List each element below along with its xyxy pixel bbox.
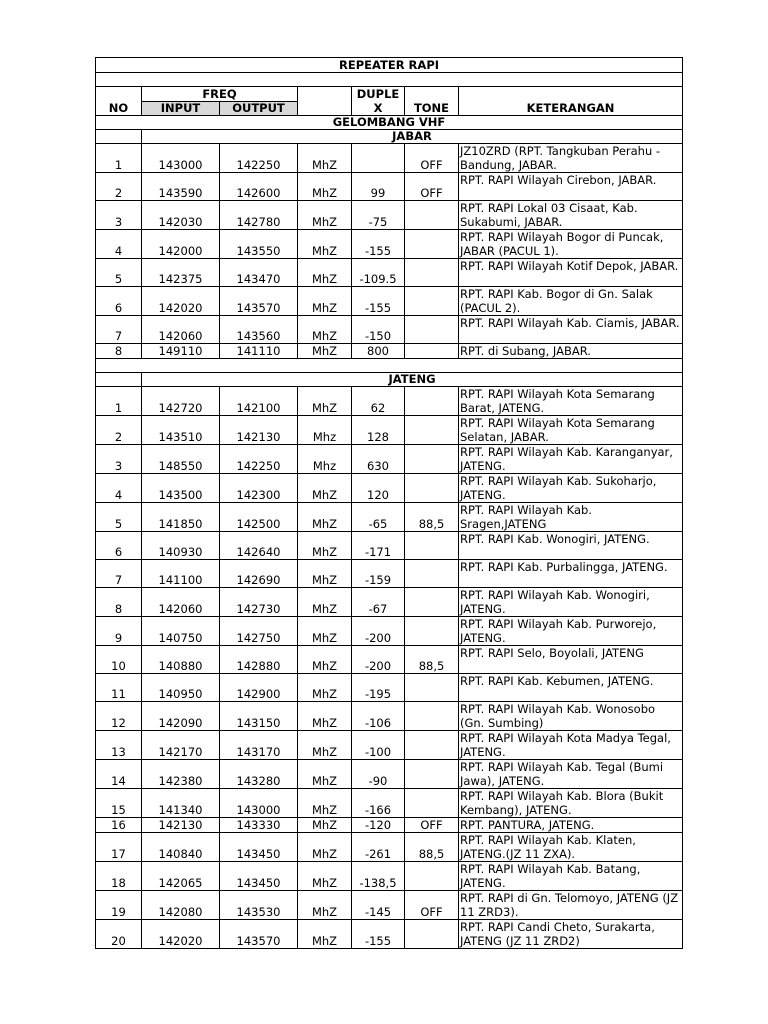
row-duplex: -200	[352, 646, 405, 674]
row-duplex: -138,5	[352, 862, 405, 891]
row-output-freq: 143150	[220, 702, 298, 731]
row-no: 2	[96, 416, 142, 445]
row-keterangan: RPT. RAPI Selo, Boyolali, JATENG	[459, 646, 683, 674]
row-keterangan: RPT. RAPI Wilayah Kab. Sragen,JATENG	[459, 503, 683, 532]
row-no: 13	[96, 731, 142, 760]
table-row	[96, 230, 683, 259]
row-tone: 88,5	[405, 833, 459, 862]
row-no: 16	[96, 818, 142, 833]
table-row	[96, 789, 683, 818]
row-keterangan: RPT. RAPI Wilayah Kab. Blora (Bukit Kembang), JATENG.	[459, 789, 683, 818]
row-no: 4	[96, 474, 142, 503]
row-duplex: -109.5	[352, 259, 405, 287]
row-keterangan: RPT. RAPI Wilayah Kota Semarang Selatan, JABAR.	[459, 416, 683, 445]
row-output-freq: 143570	[220, 287, 298, 316]
row-duplex: 800	[352, 344, 405, 359]
row-tone	[405, 387, 459, 416]
row-output-freq: 143570	[220, 920, 298, 949]
row-tone	[405, 259, 459, 287]
row-duplex: 128	[352, 416, 405, 445]
row-unit: MhZ	[298, 316, 352, 344]
row-unit: MhZ	[298, 646, 352, 674]
region-blank-cell	[96, 373, 142, 387]
row-unit: Mhz	[298, 416, 352, 445]
row-tone	[405, 230, 459, 259]
table-row	[96, 862, 683, 891]
row-duplex: -159	[352, 560, 405, 588]
row-output-freq: 141110	[220, 344, 298, 359]
row-tone	[405, 532, 459, 560]
row-output-freq: 142300	[220, 474, 298, 503]
row-tone: 88,5	[405, 503, 459, 532]
row-input-freq: 143000	[142, 144, 220, 173]
table-row	[96, 445, 683, 474]
row-duplex: -106	[352, 702, 405, 731]
row-keterangan: RPT. RAPI Wilayah Kab. Wonogiri, JATENG.	[459, 588, 683, 617]
row-output-freq: 142900	[220, 674, 298, 702]
row-no: 12	[96, 702, 142, 731]
row-tone	[405, 789, 459, 818]
row-output-freq: 142500	[220, 503, 298, 532]
row-tone	[405, 731, 459, 760]
spacer-cell	[96, 359, 683, 373]
row-input-freq: 142375	[142, 259, 220, 287]
table-body	[96, 58, 683, 949]
table-row	[96, 674, 683, 702]
row-tone: OFF	[405, 144, 459, 173]
table-row	[96, 503, 683, 532]
row-input-freq: 140950	[142, 674, 220, 702]
row-keterangan: RPT. RAPI Candi Cheto, Surakarta, JATENG (JZ 11 ZRD2)	[459, 920, 683, 949]
table-row	[96, 416, 683, 445]
row-tone: OFF	[405, 818, 459, 833]
header-input: INPUT	[142, 101, 220, 116]
row-unit: MhZ	[298, 532, 352, 560]
row-unit: MhZ	[298, 862, 352, 891]
row-duplex: 62	[352, 387, 405, 416]
header-freq: FREQ	[142, 87, 298, 102]
row-no: 3	[96, 445, 142, 474]
row-unit: MhZ	[298, 230, 352, 259]
row-duplex: -166	[352, 789, 405, 818]
row-input-freq: 143500	[142, 474, 220, 503]
row-input-freq: 142130	[142, 818, 220, 833]
row-output-freq: 143280	[220, 760, 298, 789]
row-tone	[405, 760, 459, 789]
row-tone	[405, 560, 459, 588]
row-unit: MhZ	[298, 891, 352, 920]
row-tone	[405, 588, 459, 617]
row-input-freq: 140880	[142, 646, 220, 674]
table-row	[96, 532, 683, 560]
table-row	[96, 818, 683, 833]
row-input-freq: 142060	[142, 316, 220, 344]
row-tone	[405, 445, 459, 474]
table-row	[96, 702, 683, 731]
row-no: 18	[96, 862, 142, 891]
header-duplex: DUPLE X	[352, 87, 405, 116]
row-no: 8	[96, 588, 142, 617]
row-output-freq: 143530	[220, 891, 298, 920]
row-input-freq: 142720	[142, 387, 220, 416]
row-unit: MhZ	[298, 560, 352, 588]
row-no: 4	[96, 230, 142, 259]
row-output-freq: 143560	[220, 316, 298, 344]
row-duplex: -145	[352, 891, 405, 920]
row-no: 5	[96, 503, 142, 532]
sheet-title: REPEATER RAPI	[96, 58, 683, 73]
row-duplex: -200	[352, 617, 405, 646]
table-row	[96, 173, 683, 201]
row-keterangan: RPT. RAPI Kab. Kebumen, JATENG.	[459, 674, 683, 702]
row-keterangan: RPT. RAPI Wilayah Kotif Depok, JABAR.	[459, 259, 683, 287]
row-input-freq: 142170	[142, 731, 220, 760]
row-input-freq: 141850	[142, 503, 220, 532]
row-keterangan: RPT. RAPI Wilayah Kab. Batang, JATENG.	[459, 862, 683, 891]
row-input-freq: 142020	[142, 920, 220, 949]
header-no: NO	[96, 87, 142, 116]
row-unit: MhZ	[298, 344, 352, 359]
row-output-freq: 142780	[220, 201, 298, 230]
row-no: 7	[96, 560, 142, 588]
row-input-freq: 141340	[142, 789, 220, 818]
region-name: JATENG	[142, 373, 683, 387]
row-duplex: -75	[352, 201, 405, 230]
row-output-freq: 142640	[220, 532, 298, 560]
table-row	[96, 344, 683, 359]
row-keterangan: RPT. RAPI Wilayah Kota Madya Tegal, JATENG.	[459, 731, 683, 760]
row-tone: OFF	[405, 173, 459, 201]
row-keterangan: RPT. di Subang, JABAR.	[459, 344, 683, 359]
row-input-freq: 142380	[142, 760, 220, 789]
row-keterangan: RPT. RAPI Wilayah Kota Semarang Barat, JATENG.	[459, 387, 683, 416]
row-keterangan: RPT. RAPI Wilayah Kab. Klaten, JATENG.(JZ 11 ZXA).	[459, 833, 683, 862]
row-output-freq: 143450	[220, 833, 298, 862]
row-input-freq: 149110	[142, 344, 220, 359]
row-unit: MhZ	[298, 173, 352, 201]
band-label: GELOMBANG VHF	[96, 116, 683, 130]
row-input-freq: 142065	[142, 862, 220, 891]
row-input-freq: 142020	[142, 287, 220, 316]
table-row	[96, 287, 683, 316]
row-tone: 88,5	[405, 646, 459, 674]
row-keterangan: RPT. RAPI di Gn. Telomoyo, JATENG (JZ 11 ZRD3).	[459, 891, 683, 920]
row-duplex: -120	[352, 818, 405, 833]
row-input-freq: 143590	[142, 173, 220, 201]
row-input-freq: 140930	[142, 532, 220, 560]
row-tone: OFF	[405, 891, 459, 920]
row-no: 6	[96, 532, 142, 560]
region-blank-cell	[96, 130, 142, 144]
row-unit: MhZ	[298, 789, 352, 818]
table-row	[96, 617, 683, 646]
row-keterangan: RPT. RAPI Wilayah Bogor di Puncak, JABAR (PACUL 1).	[459, 230, 683, 259]
row-unit: MhZ	[298, 259, 352, 287]
row-unit: MhZ	[298, 731, 352, 760]
row-tone	[405, 920, 459, 949]
row-input-freq: 148550	[142, 445, 220, 474]
row-duplex: -150	[352, 316, 405, 344]
row-no: 8	[96, 344, 142, 359]
row-output-freq: 143170	[220, 731, 298, 760]
row-unit: MhZ	[298, 702, 352, 731]
row-keterangan: JZ10ZRD (RPT. Tangkuban Perahu - Bandung, JABAR.	[459, 144, 683, 173]
row-output-freq: 142730	[220, 588, 298, 617]
row-no: 15	[96, 789, 142, 818]
row-unit: MhZ	[298, 503, 352, 532]
row-duplex: -155	[352, 920, 405, 949]
row-duplex: 630	[352, 445, 405, 474]
row-no: 2	[96, 173, 142, 201]
header-unit	[298, 87, 352, 116]
table-row	[96, 201, 683, 230]
row-duplex: -195	[352, 674, 405, 702]
row-unit: MhZ	[298, 617, 352, 646]
row-no: 3	[96, 201, 142, 230]
row-output-freq: 142250	[220, 144, 298, 173]
row-duplex: -261	[352, 833, 405, 862]
row-unit: MhZ	[298, 588, 352, 617]
row-no: 9	[96, 617, 142, 646]
row-keterangan: RPT. RAPI Kab. Bogor di Gn. Salak (PACUL 2).	[459, 287, 683, 316]
row-output-freq: 142750	[220, 617, 298, 646]
row-no: 6	[96, 287, 142, 316]
row-no: 14	[96, 760, 142, 789]
row-tone	[405, 674, 459, 702]
table-row	[96, 259, 683, 287]
table-row	[96, 316, 683, 344]
table-row	[96, 920, 683, 949]
row-duplex: -171	[352, 532, 405, 560]
repeater-table	[95, 57, 683, 949]
header-output: OUTPUT	[220, 101, 298, 116]
row-tone	[405, 617, 459, 646]
row-output-freq: 142250	[220, 445, 298, 474]
row-input-freq: 142060	[142, 588, 220, 617]
row-tone	[405, 316, 459, 344]
row-output-freq: 142600	[220, 173, 298, 201]
row-output-freq: 143450	[220, 862, 298, 891]
row-unit: MhZ	[298, 833, 352, 862]
row-duplex: -90	[352, 760, 405, 789]
row-input-freq: 142030	[142, 201, 220, 230]
row-input-freq: 140840	[142, 833, 220, 862]
row-duplex: -65	[352, 503, 405, 532]
row-keterangan: RPT. RAPI Lokal 03 Cisaat, Kab. Sukabumi, JABAR.	[459, 201, 683, 230]
row-unit: Mhz	[298, 445, 352, 474]
row-keterangan: RPT. RAPI Kab. Wonogiri, JATENG.	[459, 532, 683, 560]
row-no: 7	[96, 316, 142, 344]
row-keterangan: RPT. RAPI Wilayah Cirebon, JABAR.	[459, 173, 683, 201]
table-row	[96, 144, 683, 173]
row-keterangan: RPT. RAPI Wilayah Kab. Ciamis, JABAR.	[459, 316, 683, 344]
table-row	[96, 387, 683, 416]
header-tone: TONE	[405, 87, 459, 116]
row-input-freq: 142090	[142, 702, 220, 731]
table-row	[96, 474, 683, 503]
row-unit: MhZ	[298, 144, 352, 173]
table-row	[96, 560, 683, 588]
row-keterangan: RPT. RAPI Wilayah Kab. Purworejo, JATENG.	[459, 617, 683, 646]
row-keterangan: RPT. RAPI Wilayah Kab. Tegal (Bumi Jawa), JATENG.	[459, 760, 683, 789]
row-no: 1	[96, 387, 142, 416]
row-no: 20	[96, 920, 142, 949]
row-duplex: -155	[352, 287, 405, 316]
table-row	[96, 760, 683, 789]
row-input-freq: 141100	[142, 560, 220, 588]
row-unit: MhZ	[298, 201, 352, 230]
row-duplex: 120	[352, 474, 405, 503]
row-unit: MhZ	[298, 920, 352, 949]
row-unit: MhZ	[298, 474, 352, 503]
spacer-row	[96, 359, 683, 373]
row-input-freq: 140750	[142, 617, 220, 646]
row-tone	[405, 474, 459, 503]
table-row	[96, 891, 683, 920]
row-output-freq: 143000	[220, 789, 298, 818]
table-row	[96, 833, 683, 862]
row-unit: MhZ	[298, 387, 352, 416]
row-tone	[405, 416, 459, 445]
row-keterangan: RPT. RAPI Kab. Purbalingga, JATENG.	[459, 560, 683, 588]
row-input-freq: 142080	[142, 891, 220, 920]
row-unit: MhZ	[298, 760, 352, 789]
row-keterangan: RPT. RAPI Wilayah Kab. Wonosobo (Gn. Sumbing)	[459, 702, 683, 731]
row-no: 5	[96, 259, 142, 287]
row-duplex: -155	[352, 230, 405, 259]
row-output-freq: 142100	[220, 387, 298, 416]
row-duplex: -100	[352, 731, 405, 760]
row-output-freq: 142130	[220, 416, 298, 445]
region-header-row	[96, 130, 683, 144]
row-keterangan: RPT. RAPI Wilayah Kab. Karanganyar, JATENG.	[459, 445, 683, 474]
region-name: JABAR	[142, 130, 683, 144]
table-row	[96, 731, 683, 760]
row-unit: MhZ	[298, 674, 352, 702]
row-duplex: 99	[352, 173, 405, 201]
row-no: 17	[96, 833, 142, 862]
row-input-freq: 142000	[142, 230, 220, 259]
row-output-freq: 142880	[220, 646, 298, 674]
row-no: 11	[96, 674, 142, 702]
header-keterangan: KETERANGAN	[459, 87, 683, 116]
row-keterangan: RPT. PANTURA, JATENG.	[459, 818, 683, 833]
row-no: 19	[96, 891, 142, 920]
row-output-freq: 143330	[220, 818, 298, 833]
row-duplex: -67	[352, 588, 405, 617]
row-output-freq: 143470	[220, 259, 298, 287]
table-row	[96, 588, 683, 617]
row-tone	[405, 201, 459, 230]
table-row	[96, 646, 683, 674]
row-tone	[405, 344, 459, 359]
row-keterangan: RPT. RAPI Wilayah Kab. Sukoharjo, JATENG.	[459, 474, 683, 503]
row-input-freq: 143510	[142, 416, 220, 445]
row-unit: MhZ	[298, 287, 352, 316]
row-output-freq: 143550	[220, 230, 298, 259]
row-no: 1	[96, 144, 142, 173]
region-header-row	[96, 373, 683, 387]
blank-row	[96, 73, 683, 87]
row-duplex	[352, 144, 405, 173]
row-tone	[405, 862, 459, 891]
row-no: 10	[96, 646, 142, 674]
row-tone	[405, 287, 459, 316]
row-tone	[405, 702, 459, 731]
row-unit: MhZ	[298, 818, 352, 833]
row-output-freq: 142690	[220, 560, 298, 588]
